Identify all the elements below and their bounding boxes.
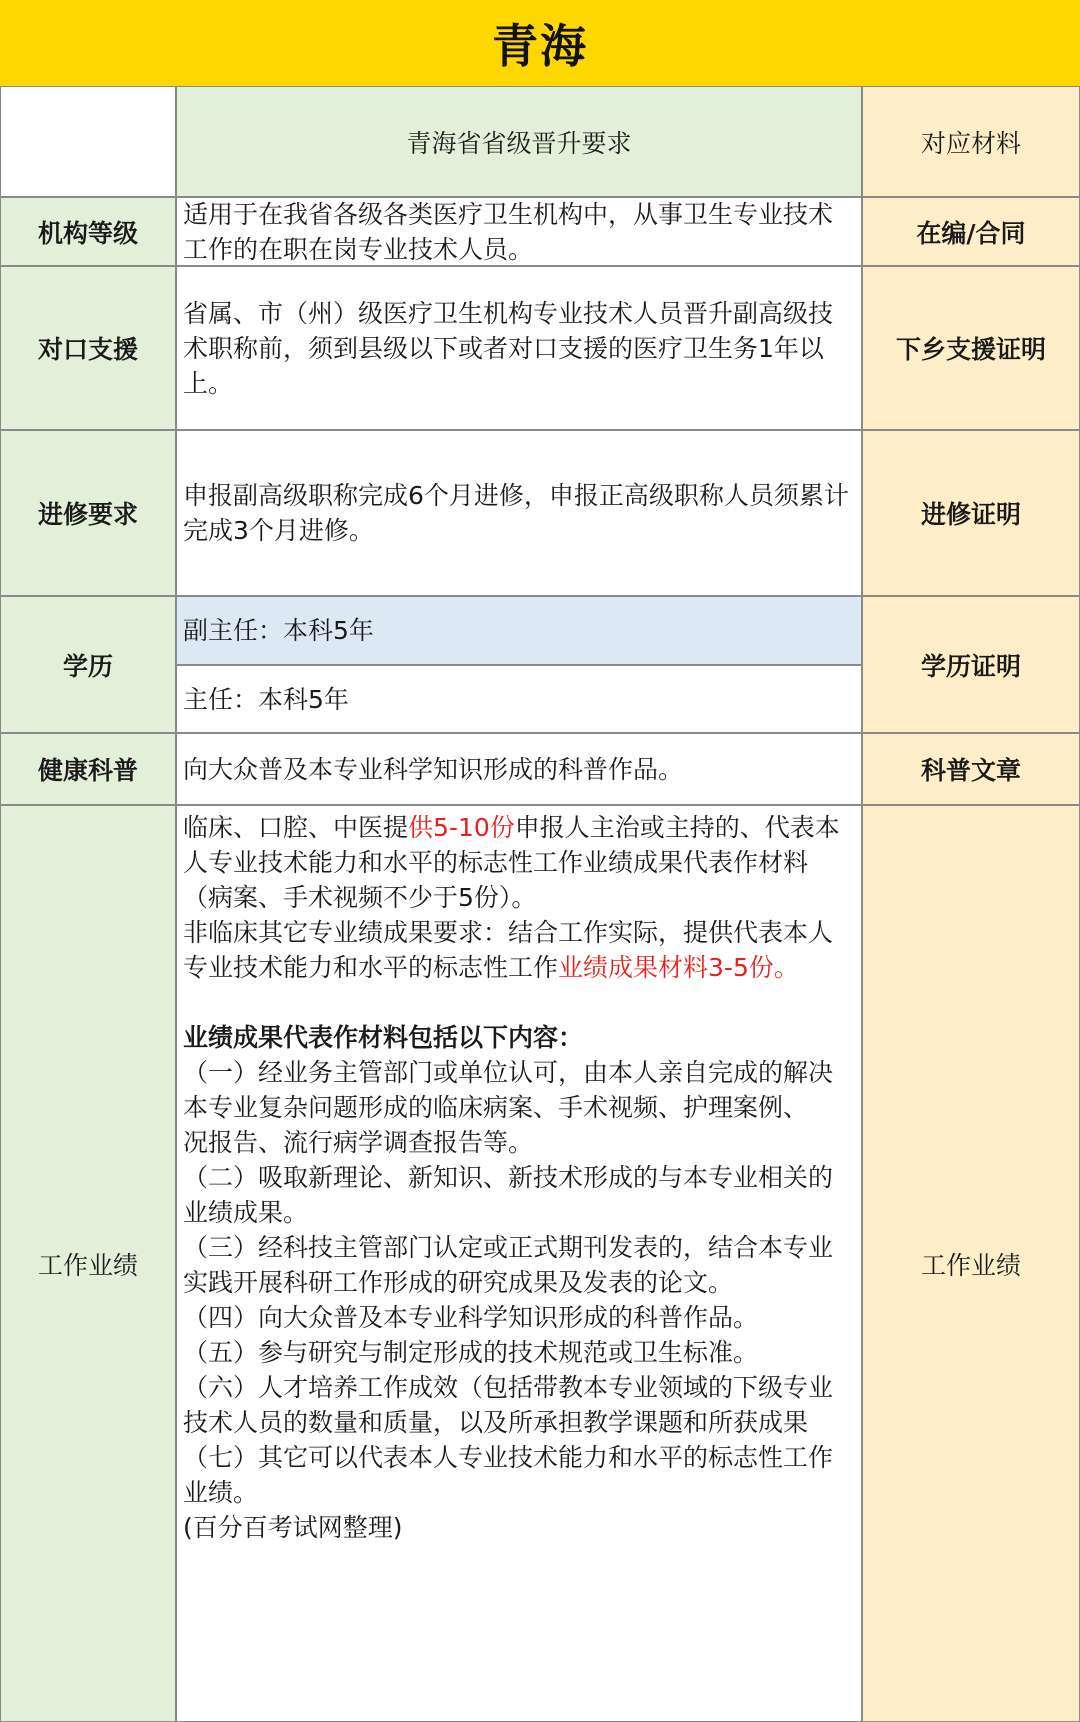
row-label-education: 学历: [0, 596, 176, 733]
performance-item-7: （七）其它可以代表本人专业技术能力和水平的标志性工作业绩。: [183, 1443, 834, 1507]
row-label-science: 健康科普: [0, 733, 176, 805]
performance-item-4: （四）向大众普及本专业科学知识形成的科普作品。: [183, 1303, 759, 1332]
performance-clinical-count: 供5-10份: [408, 813, 515, 842]
performance-item-2: （二）吸取新理论、新知识、新技术形成的与本专业相关的业绩成果。: [183, 1163, 834, 1227]
performance-clinical-paragraph: [183, 810, 853, 880]
performance-item-1-cont: 况报告、流行病学调查报告等。: [183, 1128, 534, 1157]
row-material-institution: 在编/合同: [862, 197, 1080, 266]
institution-text: 适用于在我省各级各类医疗卫生机构中，从事卫生专业技术工作的在职在岗专业技术人员。: [183, 199, 834, 264]
row-text-institution: [176, 197, 862, 266]
requirements-table: [0, 86, 1080, 1722]
performance-item-5: （五）参与研究与制定形成的技术规范或卫生标准。: [183, 1338, 759, 1367]
row-text-science: [176, 733, 862, 805]
performance-item-3: （三）经科技主管部门认定或正式期刊发表的，结合本专业实践开展科研工作形成的研究成果及发表的论文。: [183, 1233, 834, 1297]
header-material: 对应材料: [862, 86, 1080, 197]
education-deputy-text: 副主任：本科5年: [183, 616, 374, 645]
performance-item-1: （一）经业务主管部门或单位认可，由本人亲自完成的解决本专业复杂问题形成的临床病案、手术视频、护理案例、: [183, 1058, 834, 1122]
page-title: 青海: [0, 0, 1080, 88]
performance-item-6: （六）人才培养工作成效（包括带教本专业领域的下级专业技术人员的数量和质量，以及所承担教学课题和所获成果: [183, 1373, 834, 1437]
performance-source-note: (百分百考试网整理): [183, 1513, 403, 1542]
performance-clinical-lead: 临床、口腔、中医提: [183, 813, 409, 842]
performance-nonclinical-paragraph: [183, 915, 853, 985]
header-requirement: 青海省省级晋升要求: [176, 86, 862, 197]
row-text-education-deputy: [176, 596, 862, 665]
performance-clinical-tail: 申报人主治或主持的、代表本人专业技术能力和水平的标志性工作业绩成果代表作材料: [183, 813, 840, 877]
science-text: 向大众普及本专业科学知识形成的科普作品。: [183, 754, 684, 784]
row-text-training: [176, 430, 862, 596]
row-label-performance: 工作业绩: [0, 805, 176, 1722]
row-material-performance: 工作业绩: [862, 805, 1080, 1722]
row-label-institution: 机构等级: [0, 197, 176, 266]
spacer: [183, 985, 853, 1020]
row-text-performance: [176, 805, 862, 1722]
performance-nonclinical-count: 业绩成果材料3-5份。: [558, 953, 799, 982]
support-text: 省属、市（州）级医疗卫生机构专业技术人员晋升副高级技术职称前，须到县级以下或者对口支援的医疗卫生务1年以上。: [183, 298, 834, 398]
row-label-training: 进修要求: [0, 430, 176, 596]
performance-nonclinical-lead: 非临床其它专业绩成果要求：结合工作实际，提供代表本人专业技术能力和水平的标志性工作: [183, 918, 834, 982]
performance-heading: 业绩成果代表作材料包括以下内容：: [183, 1023, 584, 1052]
row-material-education: 学历证明: [862, 596, 1080, 733]
row-material-science: 科普文章: [862, 733, 1080, 805]
row-text-support: [176, 266, 862, 430]
row-material-support: 下乡支援证明: [862, 266, 1080, 430]
row-material-training: 进修证明: [862, 430, 1080, 596]
row-text-education-chief: [176, 665, 862, 733]
performance-case-note: （病案、手术视频不少于5份）。: [183, 883, 537, 912]
education-chief-text: 主任：本科5年: [183, 684, 349, 714]
row-label-support: 对口支援: [0, 266, 176, 430]
header-blank-cell: [0, 86, 176, 197]
training-text: 申报副高级职称完成6个月进修，申报正高级职称人员须累计完成3个月进修。: [183, 481, 849, 545]
